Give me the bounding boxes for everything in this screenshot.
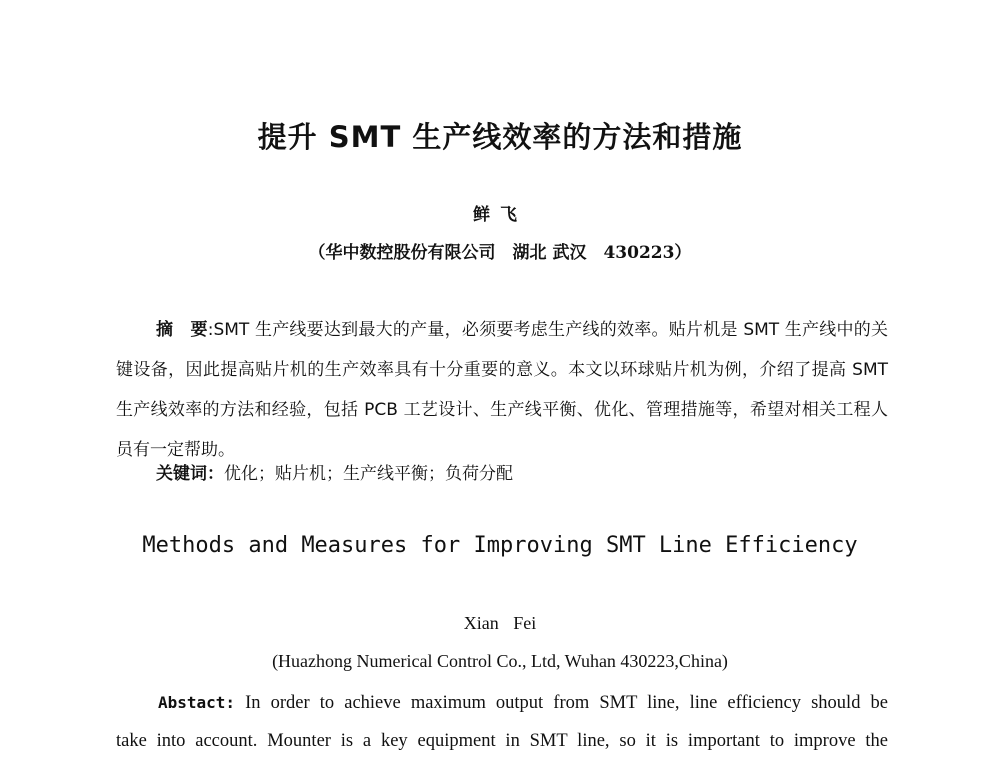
chinese-affiliation: （华中数控股份有限公司 湖北 武汉 430223） xyxy=(308,243,692,263)
chinese-keywords-text: 优化；贴片机；生产线平衡；负荷分配 xyxy=(224,464,513,484)
english-affiliation: (Huazhong Numerical Control Co., Ltd, Wuhan 430223,China) xyxy=(272,651,728,671)
chinese-author: 鲜飞 xyxy=(473,205,527,225)
english-abstract-line-2: take into account. Mounter is a key equipment in SMT line, so it is important to improve the xyxy=(116,731,888,751)
english-abstract-label: Abstact: xyxy=(158,693,236,712)
chinese-abstract-label: 摘 要 xyxy=(156,320,208,340)
chinese-title: 提升 SMT 生产线效率的方法和措施 xyxy=(257,120,743,154)
chinese-abstract-paragraph xyxy=(116,310,888,470)
english-title: Methods and Measures for Improving SMT Line Efficiency xyxy=(142,533,858,558)
chinese-abstract-text: :SMT 生产线要达到最大的产量，必须要考虑生产线的效率。贴片机是 SMT 生产线中的关键设备，因此提高贴片机的生产效率具有十分重要的意义。本文以环球贴片机为例，介绍了提高 SMT 生产线效率的方法和经验，包括 PCB 工艺设计、生产线平衡、优化、管理措施等，希望对相关工程人员有一定帮助。 xyxy=(116,320,889,460)
english-author: Xian Fei xyxy=(463,613,537,633)
chinese-abstract xyxy=(116,310,888,470)
english-abstract-text-1: In order to achieve maximum output from SMT line, line efficiency should be xyxy=(235,693,888,713)
chinese-keywords xyxy=(156,459,513,484)
english-abstract xyxy=(116,684,888,760)
chinese-keywords-label: 关键词： xyxy=(156,464,224,484)
english-abstract-line-1 xyxy=(116,684,888,722)
